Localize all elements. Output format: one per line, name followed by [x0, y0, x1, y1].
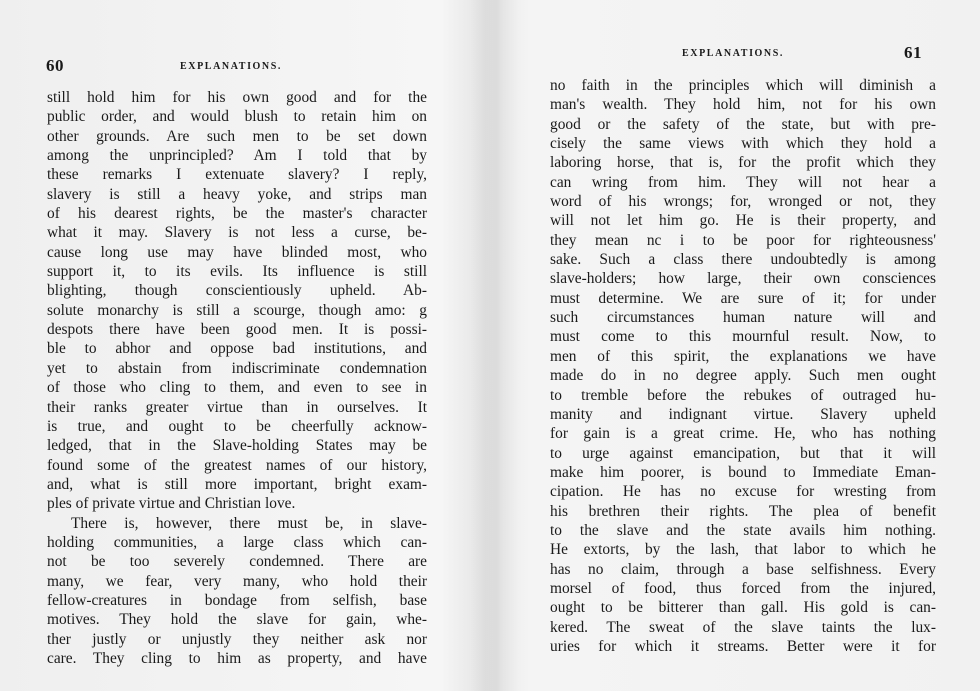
text-line: and, what is still more important, bright exam-: [47, 475, 427, 493]
text-line: made do in no degree apply. Such men ought: [550, 367, 936, 385]
text-line: care. They cling to him as property, and have: [47, 649, 427, 667]
text-line: their ranks greater virtue than in ourselves. It: [47, 398, 427, 416]
text-line: laboring horse, that is, for the profit which they: [550, 154, 936, 172]
text-line: yet to abstain from indiscriminate condemnation: [47, 359, 427, 377]
text-line: no faith in the principles which will diminish a: [550, 77, 936, 94]
text-line: He extorts, by the lash, that labor to which he: [550, 541, 936, 559]
text-line: sake. Such a class there undoubtedly is among: [550, 251, 936, 269]
text-line: not be too severely condemned. There are: [47, 553, 427, 571]
text-line: ought to be bitterer than gall. His gold is can-: [550, 599, 936, 617]
text-line: still hold him for his own good and for the: [47, 89, 427, 106]
text-line: morsel of food, thus forced from the injured,: [550, 579, 936, 597]
right-page-number: 61: [904, 43, 922, 62]
text-line: is true, and ought to be cheerfully acknow-: [47, 417, 427, 435]
text-line: of his dearest rights, be the master's character: [47, 205, 427, 223]
text-line: men of this spirit, the explanations we have: [550, 347, 936, 365]
text-line: solute monarchy is still a scourge, though amo: g: [47, 301, 427, 319]
text-line: despots there have been good men. It is possi-: [47, 321, 427, 339]
text-line: his brethren their rights. The plea of benefit: [550, 502, 936, 520]
text-line: holding communities, a large class which can-: [47, 533, 427, 551]
right-page: [490, 0, 980, 691]
paragraph-start-line: There is, however, there must be, in slave-: [71, 514, 427, 532]
text-line: ther justly or unjustly they neither ask nor: [47, 630, 427, 648]
text-line: cipation. He has no excuse for wresting from: [550, 483, 936, 501]
right-running-head: EXPLANATIONS.: [682, 48, 785, 59]
left-page-text: [47, 88, 427, 668]
text-line: such circumstances human nature will and: [550, 309, 936, 327]
right-page-text: [550, 76, 936, 656]
text-line: uries for which it streams. Better were it for: [550, 637, 936, 655]
text-line: will not let him go. He is their property, and: [550, 212, 936, 230]
left-running-head: EXPLANATIONS.: [180, 61, 283, 72]
text-line: motives. They hold the slave for gain, whe-: [47, 611, 427, 629]
text-line: can wring from him. They will not hear a: [550, 173, 936, 191]
text-line: must determine. We are sure of it; for under: [550, 289, 936, 307]
text-line: for gain is a great crime. He, who has nothing: [550, 425, 936, 443]
text-line: to the slave and the state avails him nothing.: [550, 521, 936, 539]
text-line: of those who cling to them, and even to see in: [47, 379, 427, 397]
text-line: make him poorer, is bound to Immediate Eman-: [550, 463, 936, 481]
text-line: kered. The sweat of the slave taints the lux-: [550, 618, 936, 636]
text-line: ble to abhor and oppose bad institutions, and: [47, 340, 427, 358]
text-line: cisely the same views with which they hold a: [550, 135, 936, 153]
text-line: fellow-creatures in bondage from selfish, base: [47, 591, 427, 609]
text-line: blighting, though conscientiously upheld. Ab-: [47, 282, 427, 300]
text-line: manity and indignant virtue. Slavery upheld: [550, 405, 936, 423]
text-line: these remarks I extenuate slavery? I reply,: [47, 166, 427, 184]
text-line: among the unprincipled? Am I told that by: [47, 147, 427, 165]
text-line: slave-holders; how large, their own consciences: [550, 270, 936, 288]
text-line: many, we fear, very many, who hold their: [47, 572, 427, 590]
text-line: slavery is still a heavy yoke, and strips man: [47, 185, 427, 203]
text-line: man's wealth. They hold him, not for his own: [550, 96, 936, 114]
text-line: word of his wrongs; for, wronged or not, they: [550, 193, 936, 211]
text-line: public order, and would blush to retain him on: [47, 108, 427, 126]
text-line: other grounds. Are such men to be set down: [47, 127, 427, 145]
paragraph-end-line: ples of private virtue and Christian love.: [47, 495, 296, 513]
text-line: what it may. Slavery is not less a curse, be-: [47, 224, 427, 242]
text-line: support it, to its evils. Its influence is still: [47, 263, 427, 281]
text-line: to tremble before the rebukes of outraged hu-: [550, 386, 936, 404]
text-line: has no claim, through a base selfishness. Every: [550, 560, 936, 578]
text-line: ledged, that in the Slave-holding States may be: [47, 437, 427, 455]
text-line: to urge against emancipation, but that it will: [550, 444, 936, 462]
text-line: found some of the greatest names of our history,: [47, 456, 427, 474]
text-line: good or the safety of the state, but with pre-: [550, 115, 936, 133]
text-line: cause long use may have blinded most, who: [47, 243, 427, 261]
text-line: they mean nc i to be poor for righteousness': [550, 231, 936, 249]
left-page-number: 60: [46, 56, 64, 75]
text-line: must come to this mournful result. Now, to: [550, 328, 936, 346]
